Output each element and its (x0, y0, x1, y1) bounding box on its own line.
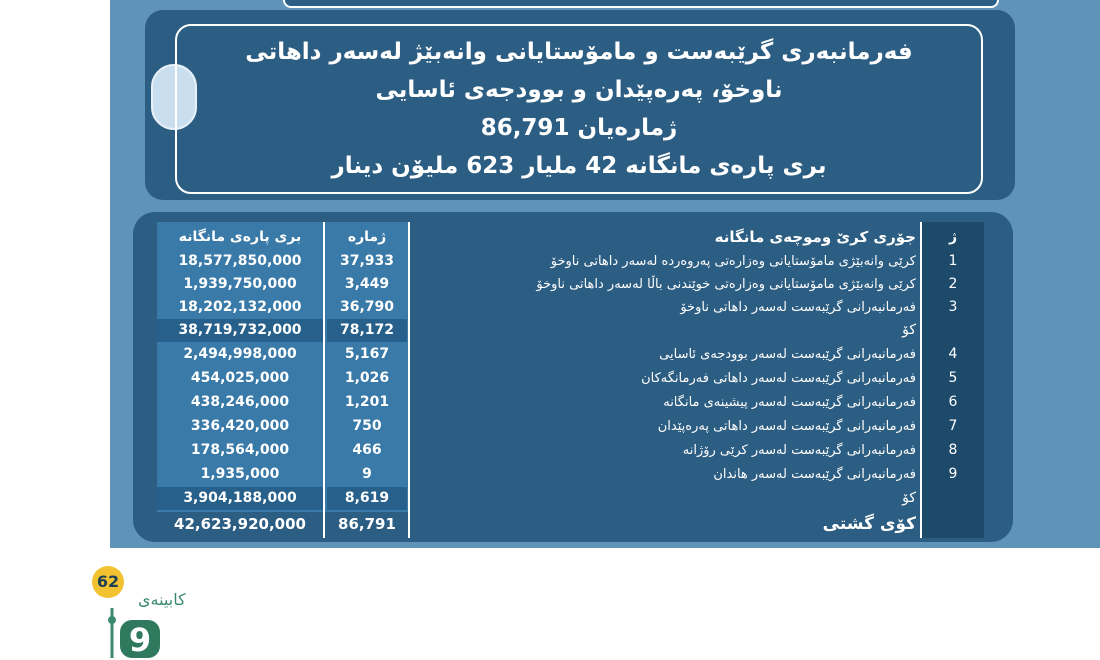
table-row (157, 439, 984, 462)
cell-amount: 1,939,750,000 (183, 276, 297, 292)
cell-count: 750 (352, 418, 382, 434)
table-row (157, 343, 984, 366)
cell-count: 466 (352, 442, 382, 458)
cell-count: 36,790 (339, 299, 395, 315)
cell-num: 5 (948, 370, 958, 386)
header-line-3: ژمارەیان 86,791 (480, 115, 678, 141)
header-count: ژمارە (347, 229, 387, 245)
table-subtotal-row (157, 319, 984, 342)
cell-amount: 2,494,998,000 (183, 346, 297, 362)
cell-type: فەرمانبەرانی گرێبەست لەسەر هاندان (713, 467, 916, 482)
header-type: جۆری کرێ وموچەی مانگانە (714, 228, 916, 246)
cell-count: 78,172 (327, 319, 407, 342)
header-box (175, 24, 983, 194)
cell-count: 1,026 (344, 370, 390, 386)
cell-num: 7 (948, 418, 958, 434)
table-row (157, 296, 984, 319)
header-line-4: بری پارەی مانگانە 42 ملیار 623 ملیۆن دینار (331, 153, 827, 179)
page-number-badge: 62 (92, 566, 124, 598)
cell-amount: 336,420,000 (190, 418, 290, 434)
cell-type: کرێی وانەبێژی مامۆستایانی وەزارەتی خوێندنی باڵا لەسەر داهاتی ناوخۆ (536, 277, 916, 292)
cell-amount: 438,246,000 (190, 394, 290, 410)
cell-type: فەرمانبەرانی گرێبەست لەسەر داهاتی ناوخۆ (680, 300, 916, 315)
top-strip (283, 0, 999, 8)
table-grand-total-row (157, 513, 984, 536)
cell-type: کرێی وانەبێژی مامۆستایانی وەزارەتی پەروەردە لەسەر داهاتی ناوخۆ (550, 254, 916, 269)
header-line-1: فەرمانبەری گرێبەست و مامۆستایانی وانەبێژ لەسەر داهاتی (245, 39, 913, 65)
cell-count: 5,167 (344, 346, 390, 362)
table-header-row (157, 226, 984, 249)
cell-amount: 18,577,850,000 (178, 253, 302, 269)
brand-label: کابینەی (138, 590, 186, 609)
cell-type: فەرمانبەرانی گرێبەست لەسەر پیشینەی مانگانە (663, 395, 916, 410)
table-row (157, 367, 984, 390)
cell-count: 37,933 (339, 253, 395, 269)
cell-amount: 38,719,732,000 (157, 319, 323, 342)
cell-amount: 178,564,000 (190, 442, 290, 458)
table-row (157, 415, 984, 438)
cell-type: فەرمانبەرانی گرێبەست لەسەر داهاتی پەرەپێدان (657, 419, 916, 434)
header-amount: بری پارەی مانگانە (178, 229, 302, 245)
cabinet-logo-icon (108, 606, 164, 660)
cell-num: 3 (948, 299, 958, 315)
cabinet-digit: 9 (128, 621, 152, 659)
cell-num: 8 (948, 442, 958, 458)
cell-num: 2 (948, 276, 958, 292)
table-row (157, 273, 984, 296)
cell-num: 9 (948, 466, 958, 482)
cell-type: کۆ (902, 322, 916, 338)
cell-type: فەرمانبەرانی گرێبەست لەسەر داهاتی فەرمانگەکان (641, 371, 916, 386)
cell-amount: 3,904,188,000 (157, 487, 323, 510)
cell-amount: 454,025,000 (190, 370, 290, 386)
cell-count: 1,201 (344, 394, 390, 410)
table-subtotal-row (157, 487, 984, 510)
table-row (157, 391, 984, 414)
cell-count: 9 (362, 466, 372, 482)
cell-type: فەرمانبەرانی گرێبەست لەسەر بوودجەی ئاسایی (659, 347, 916, 362)
cell-type: فەرمانبەرانی گرێبەست لەسەر کرێی رۆژانە (682, 443, 916, 458)
table-row (157, 250, 984, 273)
cell-type: کۆ (902, 490, 916, 506)
cell-num: 1 (948, 253, 958, 269)
header-line-2: ناوخۆ، پەرەپێدان و بوودجەی ئاسایی (375, 77, 783, 103)
cell-amount: 18,202,132,000 (178, 299, 302, 315)
cell-count: 86,791 (338, 515, 396, 533)
cell-count: 8,619 (327, 487, 407, 510)
cell-amount: 1,935,000 (200, 466, 280, 482)
cell-num: 4 (948, 346, 958, 362)
header-num: ژ (948, 229, 958, 245)
table-row (157, 463, 984, 486)
cell-num: 6 (948, 394, 958, 410)
cell-type: کۆی گشتی (822, 514, 916, 534)
cell-amount: 42,623,920,000 (174, 515, 306, 533)
cell-count: 3,449 (344, 276, 390, 292)
